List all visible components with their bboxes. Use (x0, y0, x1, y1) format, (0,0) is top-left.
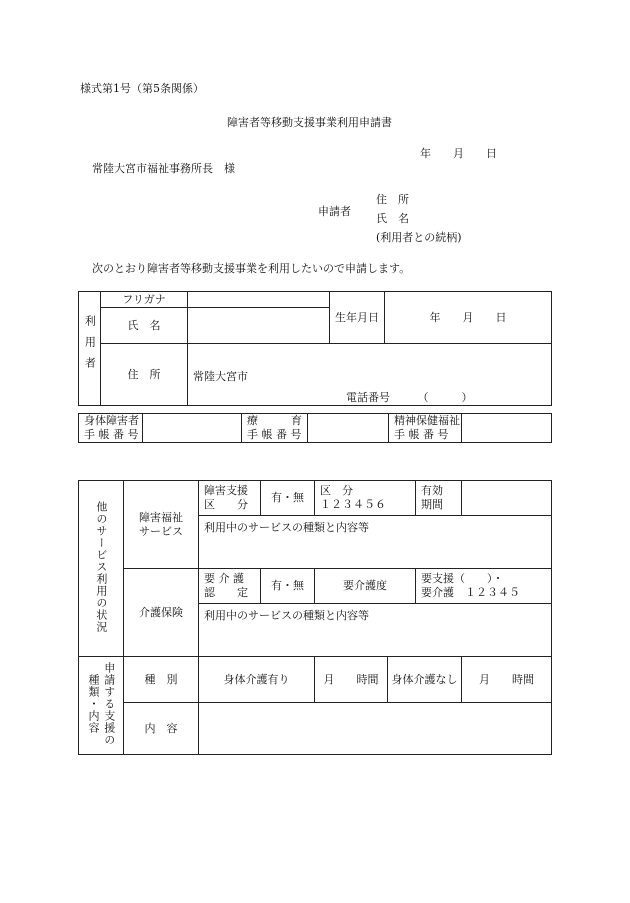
support-yes-no[interactable]: 有・無 (261, 481, 315, 516)
furigana-field[interactable] (188, 292, 330, 308)
rehab-handbook-field[interactable] (308, 414, 389, 443)
addressee: 常陸大宮市福祉事務所長 様 (92, 162, 235, 175)
applicant-name-label: 氏 名 (376, 212, 409, 225)
statement: 次のとおり障害者等移動支援事業を利用したいので申請します。 (92, 262, 411, 275)
with-care-hours[interactable]: 月 時間 (315, 657, 388, 703)
care-level-label: 要介護度 (315, 569, 416, 604)
without-care-hours[interactable]: 月 時間 (462, 657, 552, 703)
welfare-service-label: 障害福祉 サービス (124, 481, 199, 569)
welfare-usage-field[interactable]: 利用中のサービスの種類と内容等 (199, 516, 552, 569)
user-name-label: 氏 名 (101, 308, 188, 344)
user-address-label: 住 所 (101, 344, 188, 406)
rehab-handbook-label: 療 育 手 帳 番 号 (242, 414, 308, 443)
category-field[interactable]: 区 分 １２３４５６ (315, 481, 416, 516)
applicant-address-label: 住 所 (376, 193, 409, 206)
care-level-field[interactable]: 要支援（ ）・ 要介護 １２３４５ (416, 569, 552, 604)
services-section-label: 他のサービス利用の状況 (79, 481, 124, 657)
request-content-label: 内 容 (124, 703, 199, 755)
user-name-field[interactable] (188, 308, 330, 344)
without-care-label: 身体介護なし (388, 657, 462, 703)
services-table (78, 480, 552, 755)
care-yes-no[interactable]: 有・無 (261, 569, 315, 604)
birthdate-label: 生年月日 (330, 292, 385, 344)
form-number: 様式第1号（第5条関係） (80, 82, 204, 95)
care-cert-label: 要 介 護 認 定 (199, 569, 261, 604)
date-line: 年 月 日 (420, 147, 497, 160)
care-insurance-label: 介護保険 (124, 569, 199, 657)
support-category-label: 障害支援 区 分 (199, 481, 261, 516)
request-section-label: 申請する支援の 種類・内容 (79, 657, 124, 755)
mental-handbook-label: 精神保健福祉 手 帳 番 号 (389, 414, 462, 443)
user-table (78, 291, 552, 406)
with-care-label: 身体介護有り (199, 657, 315, 703)
city-text: 常陸大宮市 (193, 370, 248, 383)
form-title: 障害者等移動支援事業利用申請書 (227, 116, 392, 129)
physical-handbook-label: 身体障害者 手 帳 番 号 (79, 414, 143, 443)
request-type-label: 種 別 (124, 657, 199, 703)
user-section-label: 利用者 (79, 292, 101, 406)
request-content-field[interactable] (199, 703, 552, 755)
user-address-field[interactable] (188, 344, 552, 406)
handbook-table (78, 413, 552, 443)
applicant-relation: (利用者との続柄) (376, 231, 462, 244)
valid-period-field[interactable] (462, 481, 552, 516)
mental-handbook-field[interactable] (462, 414, 552, 443)
phone-label: 電話番号 （ ） (346, 391, 473, 404)
care-usage-field[interactable]: 利用中のサービスの種類と内容等 (199, 604, 552, 657)
physical-handbook-field[interactable] (143, 414, 242, 443)
furigana-label: フリガナ (101, 292, 188, 308)
valid-period-label: 有効 期間 (416, 481, 462, 516)
applicant-label: 申請者 (318, 205, 351, 218)
birthdate-field[interactable]: 年 月 日 (385, 292, 552, 344)
